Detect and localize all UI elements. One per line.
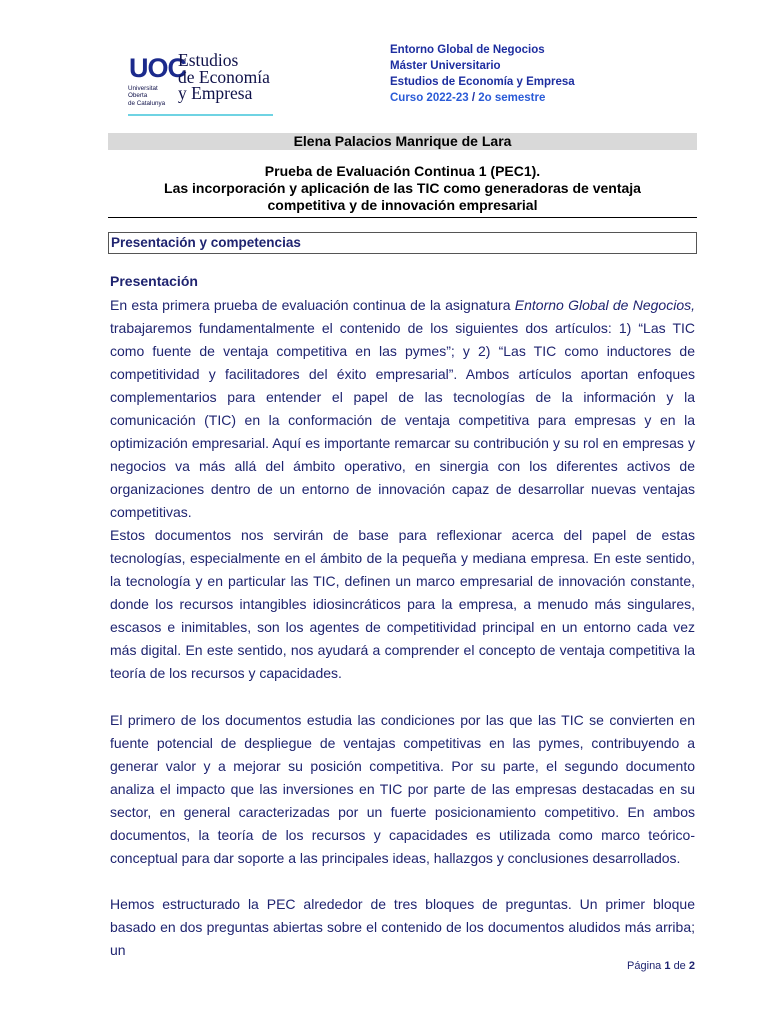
paragraph-2: Estos documentos nos servirán de base para reflexionar acerca del papel de estas tecnologías, especialmente en el ámbito de la pequeña y mediana empresa. En este sentido, la tecnología y en particular las TIC, definen un marco empresarial de innovación constante, donde los recursos intangibles idiosincráticos para la empresa, a menudo más singulares, escasos e inimitables, son los agentes de competitividad principal en un entorno cada vez más digital. En este sentido, nos ayudará a comprender el concepto de ventaja competitiva la teoría de los recursos y capacidades. [110,527,695,681]
institution-name: Universitat Oberta de Catalunya [128,85,166,107]
badge-text: UOC [129,53,186,83]
paragraph-4: Hemos estructurado la PEC alrededor de tres bloques de preguntas. Un primer bloque basado en dos preguntas abiertas sobre el contenido de los documentos aludidos más arriba; un [110,896,695,958]
uoc-badge-icon [128,52,186,83]
title-divider [108,217,697,218]
course-separator: / [468,92,479,104]
faculty-wordmark: Estudios de Economía y Empresa [178,50,270,103]
subheading: Presentación [110,273,198,289]
course-line [390,90,575,106]
paragraph-3: El primero de los documentos estudia las condiciones por las que las TIC se convierten en fuente potencial de despliegue de ventajas competitivas en las pymes, contribuyendo a generar valor y a mejorar su posición competitiva. Por su parte, el segundo documento analiza el impacto que las inversiones en TIC por parte de las empresas destacadas en su sector, en general caracterizadas por un fuerte posicionamiento competitivo. En ambos documentos, la teoría de los recursos y capacidades es utilizada como marco teórico-conceptual para dar soporte a las principales ideas, hallazgos y conclusiones desarrollados. [110,712,695,866]
course-semester: 2o semestre [478,92,546,104]
document-title [108,163,697,214]
title-line: Prueba de Evaluación Continua 1 (PEC1). [264,163,541,179]
paragraph-1: En esta primera prueba de evaluación continua de la asignatura Entorno Global de Negocios, trabajaremos fundamentalmente el contenido de los siguientes dos artículos: 1) “Las TIC como fuente de ventaja competitiva en las pymes”; y 2) “Las TIC como inductores de competitividad y facilitadores del éxito empresarial”. Ambos artículos aportan enfoques complementarios para entender el papel de las tecnologías de la información y la comunicación (TIC) en la conformación de ventaja competitiva para empresas y en la optimización empresarial. Aquí es importante remarcar su contribución y su rol en empresas y negocios va más allá del ámbito operativo, en sinergia con los diferentes activos de organizaciones dentro de un entorno de innovación capaz de desarrollar nuevas ventajas competitivas. [110,297,695,520]
subject-name: Entorno Global de Negocios [390,44,545,56]
author-band [108,133,697,150]
title-line: competitiva y de innovación empresarial [267,197,538,213]
course-year: Curso 2022-23 [390,92,469,104]
section-heading-box [108,232,697,254]
uoc-logo [128,52,273,114]
author-name: Elena Palacios Manrique de Lara [293,133,512,149]
title-line: Las incorporación y aplicación de las TIC como generadoras de ventaja [164,180,641,196]
section-heading: Presentación y competencias [111,235,301,250]
course-title-italic: Entorno Global de Negocios, [514,297,695,313]
course-meta [390,42,575,106]
faculty-name: Estudios de Economía y Empresa [390,76,575,88]
program-name: Máster Universitario [390,60,501,72]
logo-divider [128,114,273,116]
page-number: Página 1 de 2 [627,960,695,972]
